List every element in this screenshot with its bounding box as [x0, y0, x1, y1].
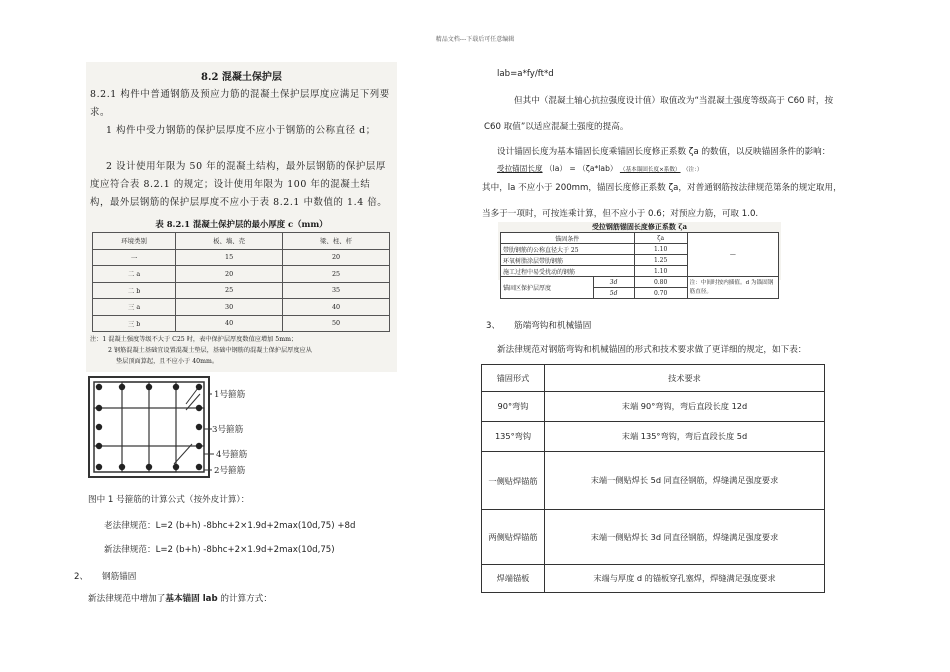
cell: 30: [176, 299, 283, 316]
cell: 二 b: [93, 282, 176, 299]
table-note-3: 垫层顶面算起，且不应小于 40mm。: [116, 358, 219, 365]
p3-line-2: 当多于一项时，可按连乘计算，但不应小于 0.6；对预应力筋，可取 1.0.: [482, 209, 759, 219]
section-title: 8.2 混凝土保护层: [201, 72, 282, 83]
table-row: [93, 282, 390, 299]
scanned-code-excerpt: [86, 62, 397, 372]
clause-item-2: 2 设计使用年限为 50 年的混凝土结构，最外层钢筋的保护层厚度应符合表 8.2.1 的规定；设计使用年限为 100 年的混凝土结构，最外层钢筋的保护层厚度不应小于表 8.2.1 中数值的 1.4 倍。: [90, 161, 388, 208]
table-header-row: [482, 365, 825, 392]
table-row: [482, 565, 825, 593]
formula-remark: （注：）: [682, 167, 703, 173]
p1-line-1: 但其中（混凝土轴心抗拉强度设计值）取值改为“当混凝土强度等级高于 C60 时，按: [514, 96, 834, 106]
section-3-number: 3、: [486, 321, 501, 331]
p3-line-1: 其中，la 不应小于 200mm，锚固长度修正系数 ζa，对普通钢筋按法律规范第条的规定取用，: [482, 183, 842, 193]
cover-table-title: 表 8.2.1 混凝土保护层的最小厚度 c（mm）: [155, 219, 328, 229]
cell: 末端 135°弯钩，弯后直段长度 5d: [545, 422, 825, 452]
stirrup-diagram: [86, 374, 286, 484]
zeta-dash: —: [687, 233, 778, 277]
cell: 末端一侧贴焊长 5d 同直径钢筋，焊缝满足强度要求: [545, 452, 825, 510]
cell: 1.10: [634, 266, 687, 277]
header-form: 锚固形式: [482, 365, 545, 392]
cell: 末端一侧贴焊长 3d 同直径钢筋，焊缝满足强度要求: [545, 510, 825, 565]
anchorage-formula: [497, 163, 703, 174]
table-row: [93, 249, 390, 266]
section-2-number: 2、: [74, 572, 89, 582]
cell: 环氧树脂涂层带肋钢筋: [501, 255, 635, 266]
p1-line-2: C60 取值”以适应混凝土强度的提高。: [484, 122, 629, 132]
cell: 40: [283, 299, 390, 316]
zeta-table: [500, 232, 779, 299]
table-row: [93, 266, 390, 283]
cell: 0.80: [634, 277, 687, 288]
header-beam: 梁、柱、杆: [283, 233, 390, 250]
table-row: [93, 315, 390, 332]
cell: 1.25: [634, 255, 687, 266]
label-stirrup-1: 1号箍筋: [214, 390, 246, 400]
table-row: [482, 392, 825, 422]
label-stirrup-4: 4号箍筋: [216, 450, 248, 460]
header-requirement: 技术要求: [545, 365, 825, 392]
cover-table: [92, 232, 390, 332]
zeta-note: 注：中间时按内插值。d 为锚固钢筋直径。: [687, 277, 778, 299]
cell: 3d: [593, 277, 634, 288]
text-pre: 新法律规范中增加了: [88, 594, 166, 604]
cell: 25: [176, 282, 283, 299]
section-2-title: 钢筋锚固: [102, 572, 137, 582]
table-row: [482, 452, 825, 510]
new-formula: 新法律规范：L=2 (b+h) -8bhc+2×1.9d+2max(10d,75): [104, 545, 335, 555]
label-stirrup-2: 2号箍筋: [214, 466, 246, 476]
cell: 135°弯钩: [482, 422, 545, 452]
cell: 90°弯钩: [482, 392, 545, 422]
table-row: [482, 422, 825, 452]
anchorage-table: [481, 364, 825, 593]
cell: 焊端锚板: [482, 565, 545, 593]
cell: 50: [283, 315, 390, 332]
old-formula: 老法律规范：L=2 (b+h) -8bhc+2×1.9d+2max(10d,75) +8d: [104, 521, 356, 531]
cell: 0.70: [634, 288, 687, 299]
formula-note: （基本锚固长度×系数）: [619, 167, 681, 173]
cell: 40: [176, 315, 283, 332]
page-header: 精品文档---下载后可任意编辑: [435, 36, 515, 43]
cell: 5d: [593, 288, 634, 299]
table-header-row: [93, 233, 390, 250]
cell: 一: [93, 249, 176, 266]
cell: 末端与厚度 d 的锚板穿孔塞焊，焊缝满足强度要求: [545, 565, 825, 593]
cell: 三 a: [93, 299, 176, 316]
cell: 35: [283, 282, 390, 299]
section-3-title: 筋端弯钩和机械锚固: [514, 321, 592, 331]
table-note-2: 2 钢筋混凝土基础宜设置混凝土垫层，基础中钢筋的混凝土保护层厚度应从: [108, 347, 312, 354]
zeta-table-title: 受拉钢筋锚固长度修正系数 ζa: [591, 222, 688, 231]
zeta-header-condition: 锚固条件: [501, 233, 635, 244]
section-2-text: [88, 592, 272, 604]
header-env: 环境类别: [93, 233, 176, 250]
cell: 20: [283, 249, 390, 266]
zeta-table-block: [498, 222, 781, 297]
label-stirrup-3: 3号箍筋: [212, 425, 244, 435]
cell: 锚固区保护层厚度: [501, 277, 594, 299]
cell: 二 a: [93, 266, 176, 283]
cell: 1.10: [634, 244, 687, 255]
cell: 三 b: [93, 315, 176, 332]
cell: 施工过程中易受扰动的钢筋: [501, 266, 635, 277]
section-3-text: 新法律规范对钢筋弯钩和机械锚固的形式和技术要求做了更详细的规定，如下表：: [497, 345, 807, 355]
lab-formula: lab=a*fy/ft*d: [497, 69, 554, 79]
clause-item-1: 1 构件中受力钢筋的保护层厚度不应小于钢筋的公称直径 d；: [106, 125, 376, 136]
cell: 末端 90°弯钩，弯后直段长度 12d: [545, 392, 825, 422]
cell: 15: [176, 249, 283, 266]
table-row: [93, 299, 390, 316]
table-row: [501, 277, 779, 288]
lab-emphasis: 基本锚固 lab: [165, 594, 218, 604]
text-post: 的计算方式：: [217, 594, 272, 604]
cell: 一侧贴焊锚筋: [482, 452, 545, 510]
p2-line-1: 设计锚固长度为基本锚固长度乘锚固长度修正系数 ζa 的数值，以反映锚固条件的影响：: [497, 147, 831, 157]
cell: 带肋钢筋的公称直径大于 25: [501, 244, 635, 255]
cell: 20: [176, 266, 283, 283]
cell: 两侧贴焊锚筋: [482, 510, 545, 565]
table-row: [482, 510, 825, 565]
header-slab: 板、墙、壳: [176, 233, 283, 250]
formula-label: 受拉锚固长度: [497, 164, 543, 173]
clause-8-2-1: 8.2.1 构件中普通钢筋及预应力筋的混凝土保护层厚度应满足下列要求。: [90, 89, 390, 118]
cell: 25: [283, 266, 390, 283]
formula-intro: 图中 1 号箍筋的计算公式（按外皮计算）：: [88, 495, 250, 505]
formula-expr: （la） = （ζa*lab）: [544, 164, 618, 173]
zeta-header-value: ζa: [634, 233, 687, 244]
table-note-1: 注：1 混凝土强度等级不大于 C25 时，表中保护层厚度数值应增加 5mm；: [90, 336, 298, 343]
